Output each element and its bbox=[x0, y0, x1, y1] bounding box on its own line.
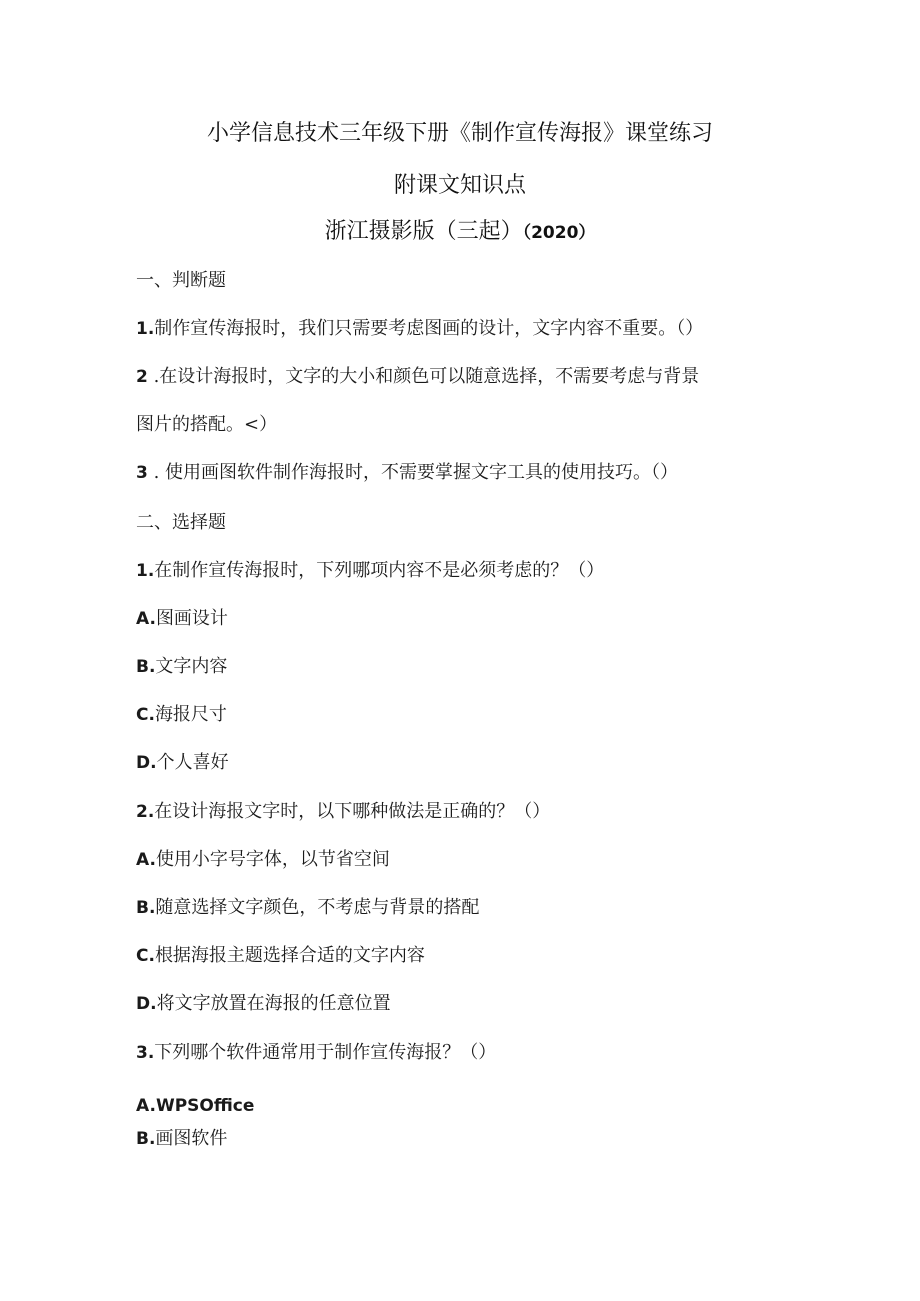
choice-option bbox=[136, 604, 228, 630]
option-label: A. bbox=[136, 609, 156, 629]
question-number: 2 bbox=[136, 367, 148, 387]
choice-option bbox=[136, 845, 390, 871]
choice-option bbox=[136, 893, 479, 919]
judgement-question-1 bbox=[136, 314, 703, 340]
option-label: B. bbox=[136, 1129, 156, 1149]
option-label: A. bbox=[136, 1096, 156, 1116]
title-year: （2020） bbox=[522, 223, 596, 243]
option-text: 图画设计 bbox=[155, 608, 228, 629]
option-text: 使用小字号字体，以节省空间 bbox=[155, 849, 390, 870]
section-heading-judgement: 一、判断题 bbox=[136, 270, 226, 291]
question-number: 1. bbox=[136, 561, 155, 581]
option-label: A. bbox=[136, 850, 156, 870]
judgement-question-2-continued bbox=[136, 410, 277, 436]
option-text: 个人喜好 bbox=[156, 752, 229, 773]
question-number: 3. bbox=[136, 1043, 155, 1063]
question-text: 在设计海报文字时，以下哪种做法是正确的？（） bbox=[154, 801, 551, 822]
choice-option bbox=[136, 748, 229, 774]
choice-question-3 bbox=[136, 1038, 496, 1064]
judgement-question-2 bbox=[136, 362, 699, 388]
question-text: 下列哪个软件通常用于制作宣传海报？（） bbox=[154, 1042, 497, 1063]
question-number: 2. bbox=[136, 802, 155, 822]
choice-option bbox=[136, 989, 391, 1015]
choice-question-1 bbox=[136, 556, 604, 582]
section-heading-choice: 二、选择题 bbox=[136, 512, 226, 533]
title-line-2: 附课文知识点 bbox=[393, 173, 526, 198]
option-text: 随意选择文字颜色，不考虑与背景的搭配 bbox=[155, 897, 480, 918]
option-text: WPSOffice bbox=[155, 1096, 255, 1116]
option-text: 文字内容 bbox=[155, 656, 228, 677]
option-label: B. bbox=[136, 898, 156, 918]
document-edition bbox=[0, 214, 920, 245]
option-label: B. bbox=[136, 657, 156, 677]
title-line-3: 浙江摄影版（三起） bbox=[324, 219, 523, 244]
document-title bbox=[0, 116, 920, 147]
option-text: 画图软件 bbox=[155, 1128, 228, 1149]
judgement-question-3 bbox=[136, 458, 678, 484]
question-number: 1. bbox=[136, 319, 155, 339]
choice-question-2 bbox=[136, 797, 550, 823]
question-number: 3 bbox=[136, 463, 148, 483]
option-text: 根据海报主题选择合适的文字内容 bbox=[154, 945, 425, 966]
choice-option bbox=[136, 652, 227, 678]
option-label: D. bbox=[136, 753, 157, 773]
choice-option bbox=[136, 700, 227, 726]
title-line-1: 小学信息技术三年级下册《制作宣传海报》课堂练习 bbox=[206, 121, 713, 146]
question-text: 图片的搭配。<） bbox=[136, 414, 278, 435]
choice-option bbox=[136, 1124, 227, 1150]
option-text: 海报尺寸 bbox=[154, 704, 227, 725]
choice-option bbox=[136, 941, 425, 967]
question-text: . 使用画图软件制作海报时，不需要掌握文字工具的使用技巧。（） bbox=[147, 462, 679, 483]
question-text: .在设计海报时，文字的大小和颜色可以随意选择，不需要考虑与背景 bbox=[147, 366, 700, 387]
option-label: D. bbox=[136, 994, 157, 1014]
option-label: C. bbox=[136, 705, 155, 725]
option-text: 将文字放置在海报的任意位置 bbox=[156, 993, 391, 1014]
question-text: 在制作宣传海报时，下列哪项内容不是必须考虑的？（） bbox=[154, 560, 605, 581]
question-text: 制作宣传海报时，我们只需要考虑图画的设计，文字内容不重要。（） bbox=[154, 318, 704, 339]
document-subtitle bbox=[0, 168, 920, 199]
option-label: C. bbox=[136, 946, 155, 966]
choice-option bbox=[136, 1095, 254, 1116]
